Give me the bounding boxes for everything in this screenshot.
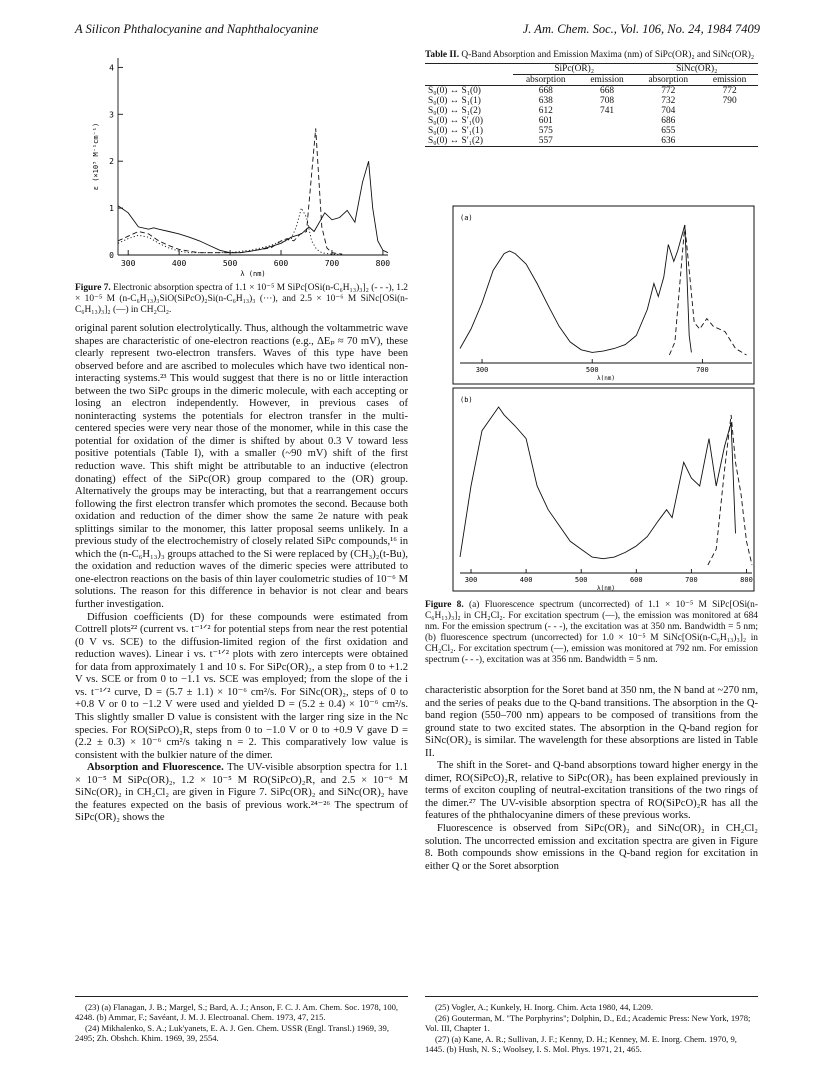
y-tick-label: 3 (109, 110, 114, 120)
figure-7-caption-text: Electronic absorption spectra of 1.1 × 10⁻⁵ M SiPc[OSi(n-C₆H₁₃)₃]₂ (- - -), 1.2 × 10⁻⁵ M (n-C₆H₁₃)₃SiO(SiPcO)₂Si(n-C₆H₁₃)₃ (···), and 2.5 × 10⁻⁶ M SiNc[OSi(n-C₆H₁₃)₃]₂ (—) in CH₂Cl₂. (75, 283, 408, 315)
right-footnotes (425, 1002, 758, 1055)
x-axis-label: λ(nm) (596, 375, 616, 382)
table-2-subhead: emission (590, 75, 624, 85)
panel-label: (a) (460, 214, 473, 222)
figure-7-caption-label: Figure 7. (75, 283, 111, 293)
x-tick-label: 700 (685, 576, 698, 584)
table-2 (425, 50, 758, 147)
right-footnote-rule (425, 996, 758, 997)
paragraph-fluorescence: Fluorescence is observed from SiPc(OR)₂ and SiNc(OR)₂ in CH₂Cl₂ solution. The uncorrected emission and excitation spectra are given in Figure 8. Both compounds show emissions in the Q-band region for excitation in either Q or the Soret absorption (425, 823, 758, 872)
x-tick-label: 600 (273, 259, 289, 268)
x-tick-label: 700 (324, 259, 340, 268)
series-line-dashed (669, 225, 746, 355)
table-row: S₀(0) ↔ S₁(0) 668 668 772 772 (428, 86, 737, 96)
panel-frame (453, 206, 754, 384)
x-tick-label: 800 (740, 576, 753, 584)
figure-8-chart (452, 205, 757, 595)
figure-8-panel-b (453, 388, 754, 592)
paragraph-electrochemistry: original parent solution electrolytically. Thus, although the voltammetric wave shapes are characteristic of one-electron reactions (e.g., ΔEₚ ≈ 70 mV), these clearly represent two-electron transfers. Waves of this type have been observed before and are ascribed to molecules which have two identical non-interacting systems.²³ This would suggest that there is no or little interaction between the two SiPc groups in the dimeric molecule, with each accepting or losing an electron independently. However, in previous cases of noninteracting systems the potentials for electron transfer in the multi-centered species were very near those of the monomer, while in this case the potential for oxidation of the dimer is shifted by about 0.3 V toward less positive potentials (Table I), with a smaller (~90 mV) shift of the first reduction wave. This shift might be attributable to an inductive (electron donating) effect of the SiPc(OR) group compared to the (OR) group. Alternatively the groups may be interacting, but that a rearrangement occurs following the first electron transfer which promotes the second. Because both oxidation and reduction of the dimer show the same 2e nature with peak splittings similar to the monomer, this latter proposal seems unlikely. In a previous study of the electrochemistry of closely related SiPc compounds,¹⁶ in which the (n-C₆H₁₃)₃ groups attached to the Si were replaced by (CH₃)₂(t-Bu), the oxidation and reduction waves of the dimeric species were attributed to one-electron reactions on the basis of thin layer coulometric studies of 10⁻⁶ M solutions. The reason for this difference in behavior is not clear and bears further investigation. (75, 323, 408, 611)
figure-7-chart (88, 50, 408, 282)
left-footnotes (75, 1002, 408, 1044)
series-line-solid (460, 225, 691, 352)
table-row: S₀(0) ↔ S′₁(1) 575 655 (428, 126, 676, 136)
x-tick-label: 300 (475, 366, 489, 374)
figure-8-caption-text: (a) Fluorescence spectrum (uncorrected) of 1.1 × 10⁻⁵ M SiPc[OSi(n-C₆H₁₃)₃]₂ in CH₂Cl₂. For excitation spectrum (—), the emission was monitored at 684 nm. For the emission spectrum (- - -), the excitation was at 350 nm. Bandwidth = 5 nm; (b) fluorescence spectrum (uncorrected) for 1.0 × 10⁻⁵ M SiNc[OSi(n-C₆H₁₃)₃]₂ in CH₂Cl₂. For excitation spectrum (—), emission was monitored at 792 nm. For emission spectrum (- - -), excitation was at 356 nm. Bandwidth = 5 nm. (425, 600, 758, 665)
section-heading-absorption: Absorption and Fluorescence. (87, 762, 224, 774)
y-tick-label: 2 (109, 157, 114, 167)
figure-8-caption-label: Figure 8. (425, 600, 464, 610)
table-2-subhead: emission (712, 75, 747, 85)
paragraph-diffusion: Diffusion coefficients (D) for these compounds were estimated from Cottrell plots²² (current vs. t⁻¹ᐟ² for potential steps from near the rest potential (0 V vs. SCE) to the diffusion-limited region of the first oxidation and reduction waves). Linear i vs. t⁻¹ᐟ² plots with zero intercepts were obtained for data from approximately 1 and 10 s. For SiPc(OR)₂, a step from 0 to +1.2 V vs. SCE or from 0 to −1.1 vs. SCE was employed; from the slope of the i vs. t⁻¹ᐟ² curve, D = (5.7 ± 1.1) × 10⁻⁶ cm²/s. For SiNc(OR)₂, steps of 0 to +0.8 V or 0 to −1.2 V were used and yielded D = (5.2 ± 0.4) × 10⁻⁶ cm²/s. This slightly smaller D value is consistent with the larger ring size in the Nc species. For RO(SiPcO)₂R, steps from 0 to −1.0 V or 0 to +0.9 V gave D = (2.2 ± 0.3) × 10⁻⁶ cm²/s taking n = 2. This comparatively low value is consistent with the bulkier nature of the dimer. (75, 611, 408, 761)
table-row: S₀(0) ↔ S₁(1) 638 708 732 790 (428, 96, 737, 106)
figure-8-caption (425, 600, 758, 666)
x-tick-label: 500 (585, 366, 599, 374)
paragraph-dimer-shift: The shift in the Soret- and Q-band absorptions toward higher energy in the dimer, RO(SiPcO)₂R, relative to SiPc(OR)₂ has been explained previously in terms of exciton coupling of neutral-excitation transitions of the two rings of the dimer.²⁷ The UV-visible absorption spectra of RO(SiPcO)₂R has all the features of the phthalocyanine dimers of these previous works. (425, 760, 758, 822)
figure-7-caption (75, 283, 408, 316)
x-tick-label: 600 (629, 576, 643, 584)
table-2-group-sinc: SiNc(OR)₂ (635, 64, 758, 75)
paragraph-absorption: Absorption and Fluorescence. The UV-visible absorption spectra for 1.1 × 10⁻⁵ M SiPc(OR)₂, 1.2 × 10⁻⁵ M RO(SiPcO)₂R, and 2.5 × 10⁻⁶ M SiNc(OR)₂ in CH₂Cl₂ are given in Figure 7. SiPc(OR)₂ and SiNc(OR)₂ have the features expected on the basis of previous work.²⁴⁻²⁶ The spectrum of SiPc(OR)₂ shows the (75, 762, 408, 824)
footnote-26: (26) Gouterman, M. "The Porphyrins"; Dolphin, D., Ed.; Academic Press: New York, 1978; Vol. III, Chapter 1. (425, 1013, 751, 1033)
series-line-dashed (118, 128, 342, 254)
y-tick-label: 4 (109, 63, 114, 73)
x-tick-label: 500 (574, 576, 588, 584)
running-header-right: J. Am. Chem. Soc., Vol. 106, No. 24, 1984 7409 (522, 22, 760, 36)
table-2-grid (425, 63, 758, 147)
x-tick-label: 800 (375, 259, 391, 268)
x-tick-label: 400 (171, 259, 187, 268)
table-2-title-label: Table II. (425, 50, 460, 60)
x-tick-label: 300 (120, 259, 136, 268)
left-footnote-rule (75, 996, 408, 997)
footnote-25: (25) Vogler, A.; Kunkely, H. Inorg. Chim. Acta 1980, 44, L209. (435, 1002, 653, 1012)
right-column-body (425, 685, 758, 873)
footnote-27: (27) (a) Kane, A. R.; Sullivan, J. F.; Kenny, D. H.; Kenney, M. E. Inorg. Chem. 1970, 9, 1445. (b) Hush, N. S.; Woolsey, I. S. Mol. Phys. 1971, 21, 465. (425, 1034, 737, 1054)
x-axis-label: λ (nm) (240, 270, 266, 278)
table-row: S₀(0) ↔ S′₁(0) 601 686 (428, 116, 676, 126)
table-2-subhead: absorption (648, 75, 689, 85)
series-line-dashed (708, 415, 752, 565)
footnote-24: (24) Mikhalenko, S. A.; Luk'yanets, E. A. J. Gen. Chem. USSR (Engl. Transl.) 1969, 39, 2495; Zh. Obshch. Khim. 1969, 39, 2554. (75, 1023, 389, 1043)
table-2-subhead: absorption (526, 75, 566, 85)
table-2-title: Table II. Q-Band Absorption and Emission Maxima (nm) of SiPc(OR)₂ and SiNc(OR)₂ (425, 50, 755, 60)
y-tick-label: 0 (109, 251, 114, 260)
panel-frame (453, 388, 754, 591)
series-line-solid (118, 161, 388, 253)
running-header-left: A Silicon Phthalocyanine and Naphthalocyanine (75, 22, 319, 36)
series-line-dotted (118, 208, 342, 254)
x-tick-label: 700 (696, 366, 709, 374)
x-tick-label: 400 (519, 576, 533, 584)
table-2-group-sipc: SiPc(OR)₂ (513, 64, 636, 75)
left-column-body (75, 323, 408, 825)
table-row: S₀(0) ↔ S₁(2) 612 741 704 (428, 106, 676, 116)
paragraph-soret: characteristic absorption for the Soret band at 350 nm, the N band at ~270 nm, and the series of peaks due to the Q-band transitions. The absorption in the Q-band region (550–700 nm) appears to be composed of transitions from the ground state to two excited states. The absorption in the Q-band region for SiNc(OR)₂ is similar. The wavelength for these absorptions are listed in Table II. (425, 685, 758, 759)
figure-8-panel-a (453, 206, 754, 384)
y-tick-label: 1 (109, 204, 114, 214)
footnote-23: (23) (a) Flanagan, J. B.; Margel, S.; Bard, A. J.; Anson, F. C. J. Am. Chem. Soc. 1978, 100, 4248. (b) Ammar, F.; Savéant, J. M. J. Electroanal. Chem. 1973, 47, 215. (75, 1002, 399, 1022)
panel-label: (b) (460, 396, 473, 404)
y-axis-label: ε (×10⁵ M⁻¹cm⁻¹) (92, 122, 100, 191)
x-axis-label: λ(nm) (596, 585, 616, 592)
table-row: S₀(0) ↔ S′₁(2) 557 636 (425, 136, 758, 147)
x-tick-label: 300 (464, 576, 478, 584)
series-line-solid (460, 407, 736, 559)
x-tick-label: 500 (222, 259, 238, 268)
